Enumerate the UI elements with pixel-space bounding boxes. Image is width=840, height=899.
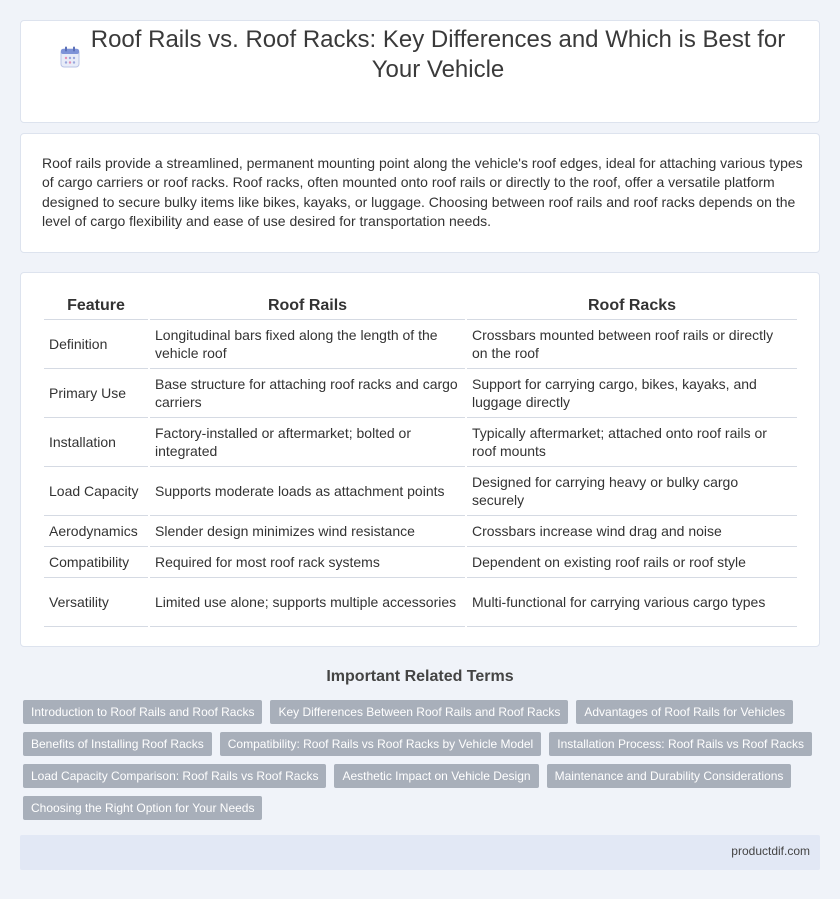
feature-cell: Definition: [44, 320, 148, 369]
header-roof-racks: Roof Racks: [467, 295, 797, 320]
roof-rails-cell: Slender design minimizes wind resistance: [150, 516, 465, 547]
related-term-tag[interactable]: Installation Process: Roof Rails vs Roof Racks: [549, 732, 812, 756]
related-term-tag[interactable]: Advantages of Roof Rails for Vehicles: [576, 700, 793, 724]
roof-racks-cell: Dependent on existing roof rails or roof style: [467, 547, 797, 578]
page-title: Roof Rails vs. Roof Racks: Key Differences and Which is Best for Your Vehicle: [90, 26, 786, 83]
roof-racks-cell: Designed for carrying heavy or bulky cargo securely: [467, 467, 797, 516]
roof-rails-cell: Base structure for attaching roof racks and cargo carriers: [150, 369, 465, 418]
related-terms-list: [23, 700, 818, 820]
related-terms-heading: Important Related Terms: [326, 668, 514, 685]
feature-cell: Primary Use: [44, 369, 148, 418]
related-term-tag[interactable]: Benefits of Installing Roof Racks: [23, 732, 212, 756]
roof-racks-cell: Typically aftermarket; attached onto roof rails or roof mounts: [467, 418, 797, 467]
header-feature: Feature: [44, 295, 148, 320]
roof-racks-cell: Multi-functional for carrying various cargo types: [467, 578, 797, 627]
table-header-row: [44, 295, 797, 320]
roof-rails-cell: Supports moderate loads as attachment points: [150, 467, 465, 516]
related-term-tag[interactable]: Compatibility: Roof Rails vs Roof Racks by Vehicle Model: [220, 732, 541, 756]
related-term-tag[interactable]: Choosing the Right Option for Your Needs: [23, 796, 262, 820]
roof-rails-cell: Required for most roof rack systems: [150, 547, 465, 578]
feature-cell: Versatility: [44, 578, 148, 627]
feature-cell: Aerodynamics: [44, 516, 148, 547]
intro-card: [20, 133, 820, 253]
roof-racks-cell: Crossbars increase wind drag and noise: [467, 516, 797, 547]
feature-cell: Installation: [44, 418, 148, 467]
roof-rails-cell: Factory-installed or aftermarket; bolted or integrated: [150, 418, 465, 467]
table-row: [44, 578, 797, 627]
table-row: [44, 369, 797, 418]
footer: [20, 835, 820, 870]
comparison-table: [42, 295, 799, 627]
roof-racks-cell: Crossbars mounted between roof rails or directly on the roof: [467, 320, 797, 369]
related-term-tag[interactable]: Maintenance and Durability Considerations: [547, 764, 792, 788]
roof-racks-cell: Support for carrying cargo, bikes, kayaks, and luggage directly: [467, 369, 797, 418]
table-row: [44, 547, 797, 578]
comparison-table-card: [20, 272, 820, 647]
related-term-tag[interactable]: Load Capacity Comparison: Roof Rails vs Roof Racks: [23, 764, 326, 788]
intro-paragraph: Roof rails provide a streamlined, permanent mounting point along the vehicle's roof edges, ideal for attaching various types of cargo carriers or roof racks. Roof racks, often mounted onto roof rails or directly to the roof, offer a versatile platform designed to secure bulky items like bikes, kayaks, or luggage. Choosing between roof rails and roof racks depends on the level of cargo flexibility and ease of use desired for transportation needs.: [42, 155, 803, 230]
feature-cell: Compatibility: [44, 547, 148, 578]
table-row: [44, 467, 797, 516]
roof-rails-cell: Longitudinal bars fixed along the length of the vehicle roof: [150, 320, 465, 369]
feature-cell: Load Capacity: [44, 467, 148, 516]
roof-rails-cell: Limited use alone; supports multiple accessories: [150, 578, 465, 627]
related-term-tag[interactable]: Introduction to Roof Rails and Roof Racks: [23, 700, 262, 724]
footer-site-name: productdif.com: [731, 844, 810, 858]
calendar-icon: [60, 46, 80, 68]
related-term-tag[interactable]: Key Differences Between Roof Rails and Roof Racks: [270, 700, 568, 724]
header-roof-rails: Roof Rails: [150, 295, 465, 320]
related-term-tag[interactable]: Aesthetic Impact on Vehicle Design: [334, 764, 538, 788]
table-row: [44, 320, 797, 369]
table-row: [44, 418, 797, 467]
table-row: [44, 516, 797, 547]
